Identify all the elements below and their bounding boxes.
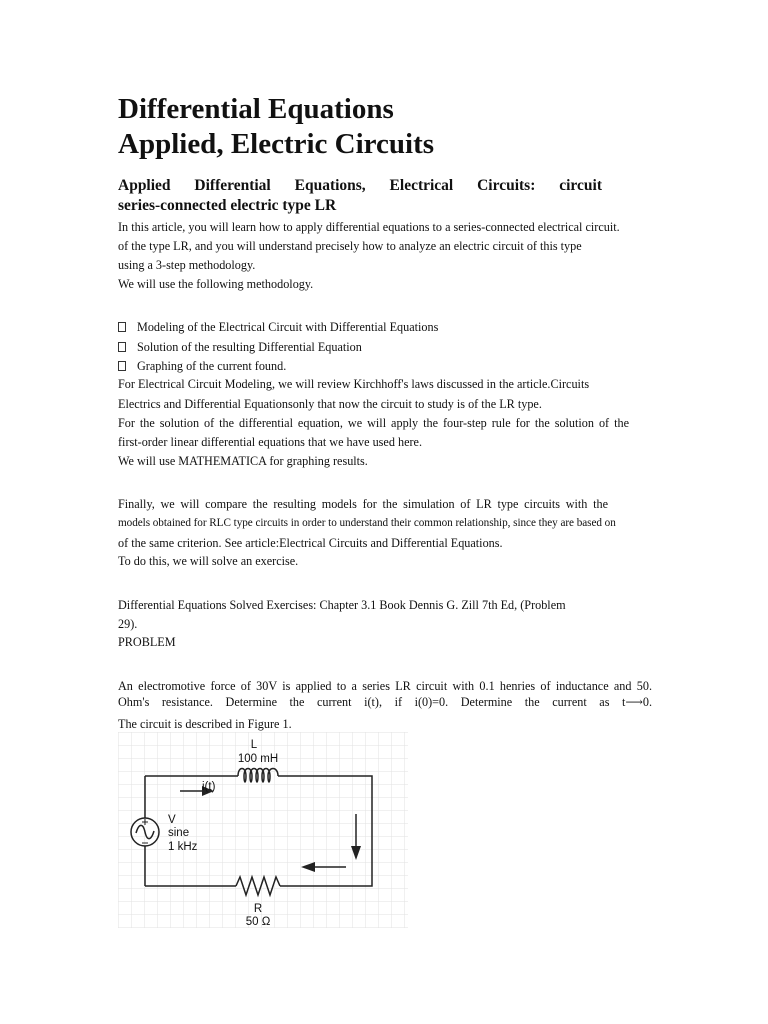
list-item bbox=[118, 319, 438, 335]
bullet-glyph-icon bbox=[118, 322, 126, 332]
body-line: For the solution of the differential equation, we will apply the four-step rule for the solution of the bbox=[118, 416, 629, 430]
intro-line: of the type LR, and you will understand precisely how to analyze an electric circuit of this type bbox=[118, 239, 582, 253]
list-item bbox=[118, 358, 286, 374]
resistor-name-label: R bbox=[253, 903, 263, 915]
subtitle-line-1: Applied Differential Equations, Electrical Circuits: circuit bbox=[118, 177, 602, 194]
bullet-glyph-icon bbox=[118, 342, 126, 352]
problem-line: An electromotive force of 30V is applied to a series LR circuit with 0.1 henries of inductance and 50. bbox=[118, 679, 652, 693]
resistor-value-label: 50 Ω bbox=[245, 916, 271, 928]
circuit-diagram bbox=[118, 732, 408, 928]
problem-line: The circuit is described in Figure 1. bbox=[118, 717, 292, 731]
intro-line: using a 3-step methodology. bbox=[118, 258, 256, 272]
problem-heading: PROBLEM bbox=[118, 635, 176, 649]
body-line: of the same criterion. See article:Electrical Circuits and Differential Equations. bbox=[118, 536, 503, 550]
inductor-name-label: L bbox=[250, 739, 258, 751]
title-line-2: Applied, Electric Circuits bbox=[118, 128, 435, 160]
body-line: To do this, we will solve an exercise. bbox=[118, 554, 299, 568]
source-type-label: sine bbox=[168, 827, 190, 839]
body-line: We will use MATHEMATICA for graphing results. bbox=[118, 454, 368, 468]
current-label: i(t) bbox=[202, 781, 216, 793]
intro-line: We will use the following methodology. bbox=[118, 277, 314, 291]
list-item-text: Graphing of the current found. bbox=[137, 359, 287, 373]
body-line: Finally, we will compare the resulting models for the simulation of LR type circuits with the bbox=[118, 497, 608, 511]
reference-line: 29). bbox=[118, 617, 138, 631]
body-line: Electrics and Differential Equationsonly that now the circuit to study is of the LR type. bbox=[118, 397, 542, 411]
body-line: For Electrical Circuit Modeling, we will review Kirchhoff's laws discussed in the article.Circuits bbox=[118, 377, 590, 391]
reference-line: Differential Equations Solved Exercises: Chapter 3.1 Book Dennis G. Zill 7th Ed, (Problem bbox=[118, 598, 566, 612]
title-line-1: Differential Equations bbox=[118, 93, 394, 125]
source-frequency-label: 1 kHz bbox=[168, 841, 198, 853]
problem-line: Ohm's resistance. Determine the current i(t), if i(0)=0. Determine the current as t⟶0. bbox=[118, 695, 652, 709]
bullet-glyph-icon bbox=[118, 361, 126, 371]
body-line: models obtained for RLC type circuits in order to understand their common relationship, since they are based on bbox=[118, 517, 616, 529]
body-line: first-order linear differential equations that we have used here. bbox=[118, 435, 422, 449]
list-item bbox=[118, 339, 362, 355]
list-item-text: Solution of the resulting Differential Equation bbox=[137, 340, 362, 354]
source-name-label: V bbox=[168, 814, 176, 826]
circuit-figure bbox=[118, 732, 408, 928]
section-subtitle bbox=[118, 176, 602, 216]
page-title bbox=[118, 92, 652, 162]
inductor-value-label: 100 mH bbox=[237, 753, 279, 765]
intro-line: In this article, you will learn how to apply differential equations to a series-connected electrical circuit. bbox=[118, 220, 620, 234]
subtitle-line-2: series-connected electric type LR bbox=[118, 197, 337, 214]
list-item-text: Modeling of the Electrical Circuit with Differential Equations bbox=[137, 320, 439, 334]
